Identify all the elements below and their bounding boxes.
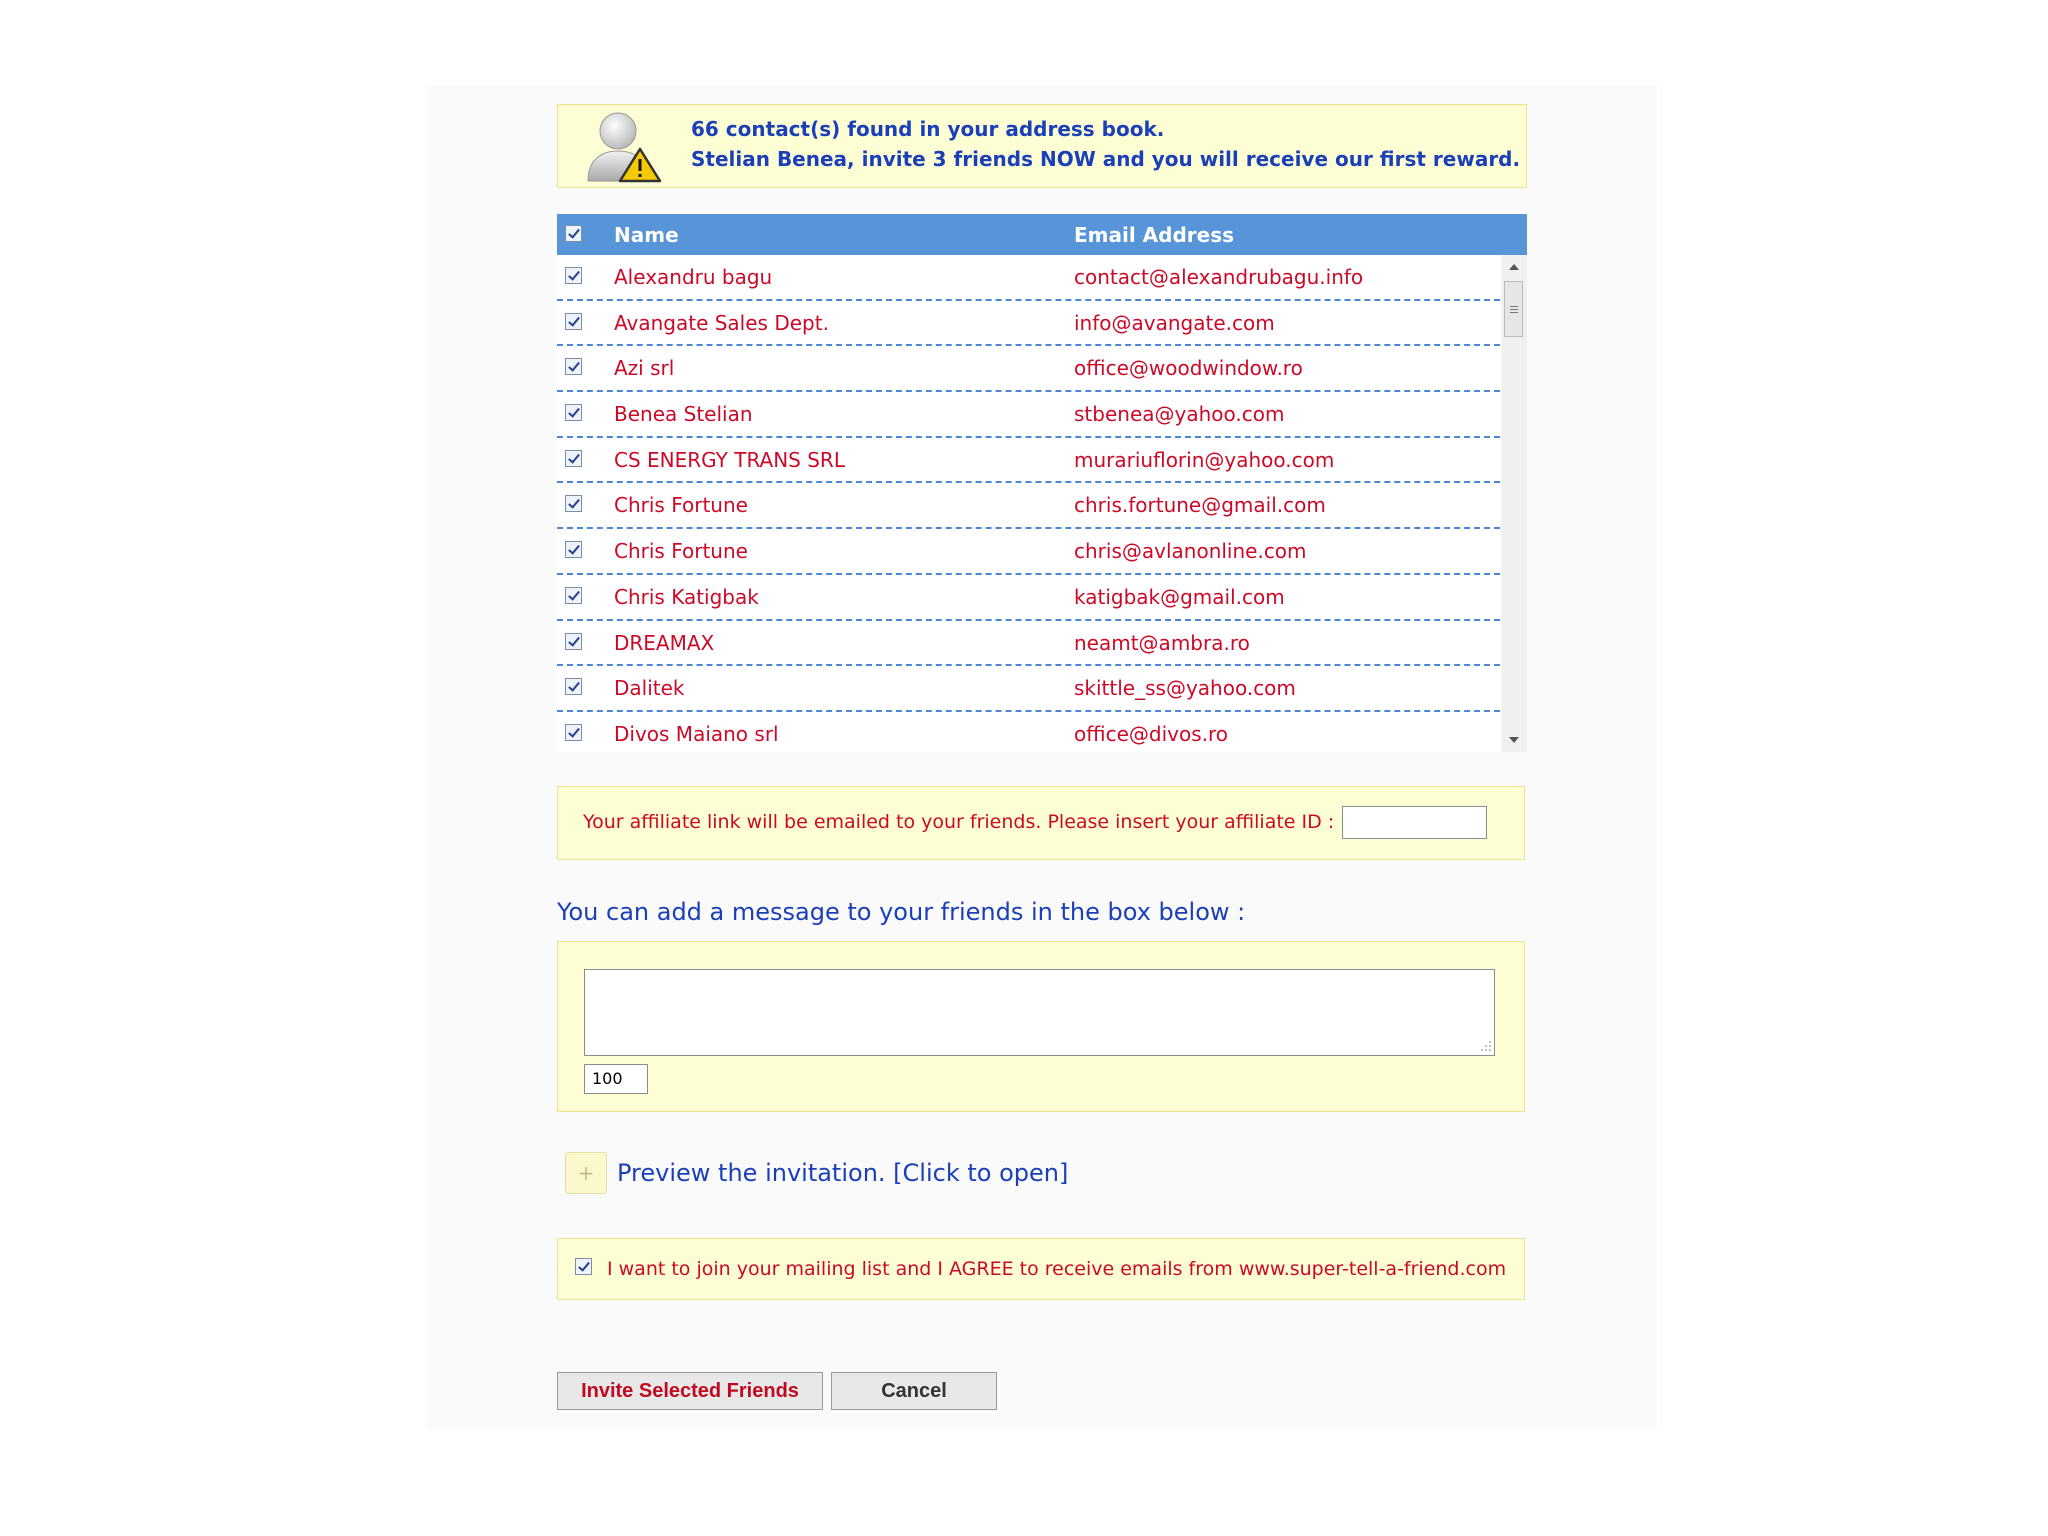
contacts-found-notice: [557, 104, 1527, 188]
contact-email: stbenea@yahoo.com: [1074, 402, 1285, 427]
table-row: [557, 392, 1500, 438]
table-row: [557, 301, 1500, 347]
contact-email: office@divos.ro: [1074, 721, 1228, 746]
contact-email: chris@avlanonline.com: [1074, 539, 1307, 564]
row-checkbox[interactable]: [565, 495, 582, 512]
table-row: [557, 483, 1500, 529]
select-all-checkbox[interactable]: [565, 225, 582, 242]
row-checkbox[interactable]: [565, 404, 582, 421]
scrollbar-thumb[interactable]: [1504, 281, 1523, 337]
resize-grip-icon[interactable]: [1478, 1038, 1492, 1052]
message-label: You can add a message to your friends in the box below :: [557, 898, 1246, 926]
contact-email: katigbak@gmail.com: [1074, 584, 1285, 609]
row-checkbox[interactable]: [565, 267, 582, 284]
contacts-table: [557, 214, 1527, 752]
contact-email: neamt@ambra.ro: [1074, 630, 1250, 655]
contact-name: CS ENERGY TRANS SRL: [614, 447, 845, 472]
table-row: [557, 666, 1500, 712]
scroll-up-arrow-icon[interactable]: [1509, 264, 1519, 270]
contact-email: info@avangate.com: [1074, 310, 1275, 335]
table-row: [557, 255, 1500, 301]
contact-name: Alexandru bagu: [614, 265, 773, 289]
row-checkbox[interactable]: [565, 358, 582, 375]
contact-email: chris.fortune@gmail.com: [1074, 493, 1326, 518]
row-checkbox[interactable]: [565, 678, 582, 695]
mailing-list-checkbox[interactable]: [575, 1258, 592, 1275]
row-checkbox[interactable]: [565, 313, 582, 330]
contact-name: Dalitek: [614, 676, 685, 701]
contact-name: Chris Fortune: [614, 493, 748, 518]
table-header: [557, 214, 1527, 255]
row-checkbox[interactable]: [565, 587, 582, 604]
contact-email: murariuflorin@yahoo.com: [1074, 447, 1335, 472]
table-row: [557, 346, 1500, 392]
row-checkbox[interactable]: [565, 633, 582, 650]
table-row: [557, 621, 1500, 667]
contact-email: contact@alexandrubagu.info: [1074, 265, 1364, 289]
contact-email: skittle_ss@yahoo.com: [1074, 676, 1296, 701]
contact-name: DREAMAX: [614, 630, 715, 655]
preview-invitation-link[interactable]: Preview the invitation. [Click to open]: [617, 1159, 1069, 1187]
user-warning-icon: [584, 109, 662, 183]
plus-icon[interactable]: +: [565, 1152, 607, 1194]
table-row: [557, 575, 1500, 621]
mailing-list-box: [557, 1238, 1525, 1300]
table-row: [557, 529, 1500, 575]
reward-text: Stelian Benea, invite 3 friends NOW and you will receive our first reward.: [691, 147, 1521, 171]
column-header-name: Name: [614, 223, 679, 247]
contact-name: Divos Maiano srl: [614, 721, 779, 746]
scroll-down-arrow-icon[interactable]: [1509, 737, 1519, 743]
row-checkbox[interactable]: [565, 450, 582, 467]
table-row: [557, 438, 1500, 484]
contacts-list: [557, 255, 1500, 752]
table-row: [557, 712, 1500, 752]
contact-name: Benea Stelian: [614, 402, 753, 427]
message-textarea[interactable]: [584, 969, 1495, 1056]
column-header-email: Email Address: [1074, 223, 1235, 247]
contact-name: Chris Katigbak: [614, 584, 759, 609]
contact-name: Avangate Sales Dept.: [614, 310, 829, 335]
cancel-button[interactable]: Cancel: [831, 1372, 997, 1410]
affiliate-id-input[interactable]: [1342, 806, 1487, 839]
message-box: [557, 941, 1525, 1112]
affiliate-instructions: Your affiliate link will be emailed to your friends. Please insert your affiliate ID :: [583, 811, 1335, 833]
invite-selected-friends-button[interactable]: Invite Selected Friends: [557, 1372, 823, 1410]
contact-name: Chris Fortune: [614, 539, 748, 564]
affiliate-box: [557, 786, 1525, 860]
row-checkbox[interactable]: [565, 541, 582, 558]
contacts-scrollbar[interactable]: [1501, 255, 1527, 752]
contacts-found-text: 66 contact(s) found in your address book.: [691, 117, 1165, 141]
mailing-list-text: I want to join your mailing list and I AGREE to receive emails from www.super-tell-a-friend.com: [607, 1258, 1507, 1280]
character-counter: 100: [584, 1064, 648, 1094]
row-checkbox[interactable]: [565, 724, 582, 741]
contact-name: Azi srl: [614, 356, 675, 381]
contact-email: office@woodwindow.ro: [1074, 356, 1303, 381]
